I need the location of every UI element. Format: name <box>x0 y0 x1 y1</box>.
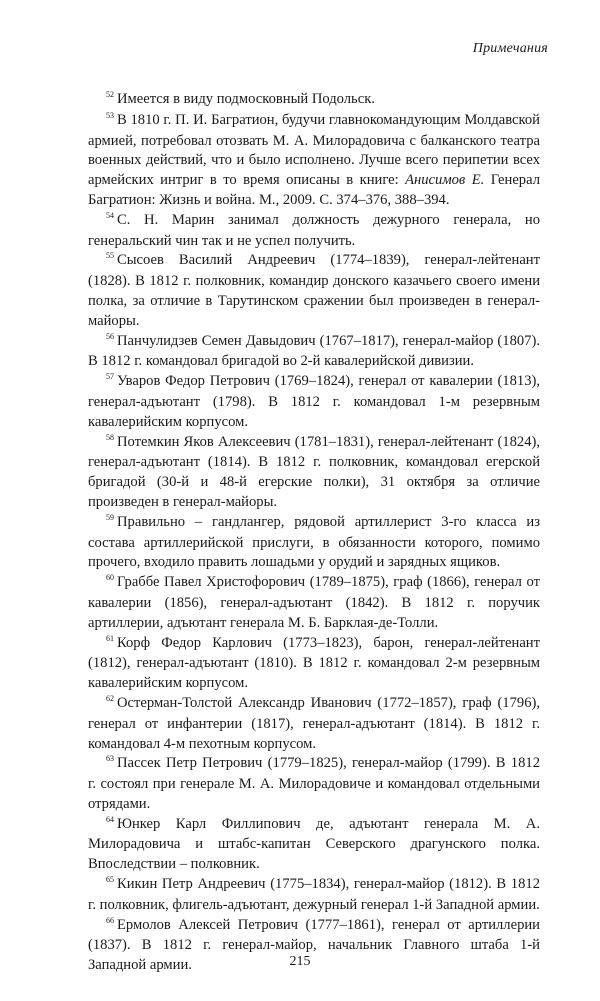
note-number: 53 <box>106 110 114 120</box>
note-number: 56 <box>106 331 114 341</box>
endnote <box>88 90 540 111</box>
endnote <box>88 372 540 432</box>
note-number: 63 <box>106 754 114 764</box>
note-text: Потемкин Яков Алексеевич (1781–1831), генерал-лейтенант (1824), генерал-адъютант (1814). В 1812 г. полковник, командовал егерской бригадой (30-й и 48-й егерские полки), 31 октября за отличие произведен в генерал-майоры. <box>88 433 540 510</box>
endnote <box>88 111 540 211</box>
note-text: С. Н. Марин занимал должность дежурного генерала, но генеральский чин так и не успел получить. <box>88 211 540 249</box>
note-text: Остерман-Толстой Александр Иванович (1772–1857), граф (1796), генерал от инфантерии (1817), генерал-адъютант (1814). В 1812 г. командовал 4-м пехотным корпусом. <box>88 694 540 752</box>
note-number: 62 <box>106 693 114 703</box>
endnote <box>88 634 540 694</box>
endnotes-list <box>88 90 540 976</box>
note-text: Ермолов Алексей Петрович (1777–1861), генерал от артиллерии (1837). В 1812 г. генерал-майор, начальник Главного штаба 1-й Западной армии. <box>88 916 540 974</box>
note-number: 65 <box>106 875 114 885</box>
note-text: Граббе Павел Христофорович (1789–1875), граф (1866), генерал от кавалерии (1856), генерал-адъютант (1842). В 1812 г. поручик артиллерии, адъютант генерала М. Б. Барклая-де-Толли. <box>88 574 540 631</box>
endnote <box>88 754 540 814</box>
note-number: 52 <box>106 90 114 99</box>
note-number: 64 <box>106 814 114 824</box>
note-number: 54 <box>106 210 114 220</box>
note-text-continued: Генерал Багратион: Жизнь и война. М., 2009. С. 374–376, 388–394. <box>88 172 540 208</box>
note-number: 58 <box>106 432 114 442</box>
note-text: Кикин Петр Андреевич (1775–1834), генерал-майор (1812). В 1812 г. полковник, флигель-адъютант, дежурный генерал 1-й Западной армии. <box>88 876 540 913</box>
note-text: Имеется в виду подмосковный Подольск. <box>117 91 375 107</box>
note-number: 55 <box>106 251 114 261</box>
note-text: Юнкер Карл Филлипович де, адъютант генерала М. А. Милорадовича и штабс-капитан Северского драгунского полка. Впоследствии – полковник. <box>88 815 540 873</box>
endnote <box>88 875 540 916</box>
running-header: Примечания <box>472 41 548 56</box>
note-number: 60 <box>106 573 114 583</box>
note-number: 61 <box>106 633 114 643</box>
note-text: Правильно – гандлангер, рядовой артиллерист 3-го класса из состава артиллерийской прислуги, в обязанности которого, помимо прочего, входило править лошадьми у орудий и зарядных ящиков. <box>88 513 540 571</box>
note-number: 59 <box>106 512 114 522</box>
endnote <box>88 573 540 633</box>
endnote <box>88 251 540 331</box>
note-text: Пассек Петр Петрович (1779–1825), генерал-майор (1799). В 1812 г. состоял при генерале М. А. Милорадовиче и командовал отдельными отрядами. <box>88 755 540 812</box>
endnote <box>88 815 540 875</box>
endnote <box>88 513 540 573</box>
endnote <box>88 433 540 513</box>
note-text: Уваров Федор Петрович (1769–1824), генерал от кавалерии (1813), генерал-адъютант (1798). В 1812 г. командовал 1-м резервным кавалерийским корпусом. <box>88 373 540 430</box>
note-text: Панчулидзев Семен Давыдович (1767–1817), генерал-майор (1807). В 1812 г. командовал бригадой во 2-й кавалерийской дивизии. <box>88 332 540 370</box>
endnote <box>88 332 540 373</box>
note-number: 66 <box>106 915 114 925</box>
endnote <box>88 694 540 754</box>
note-author-italic: Анисимов Е. <box>405 172 485 189</box>
note-number: 57 <box>106 372 114 382</box>
endnote <box>88 211 540 252</box>
note-text: В 1810 г. П. И. Багратион, будучи главнокомандующим Молдавской армией, потребовал отозвать М. А. Милорадовича с балканского театра военных действий, что и было исполнено. Лучше всего перипетии всех армейских интриг в то время описаны в книге: <box>88 111 540 189</box>
page-number: 215 <box>289 954 311 969</box>
note-text: Корф Федор Карлович (1773–1823), барон, генерал-лейтенант (1812), генерал-адъютант (1810). В 1812 г. командовал 2-м резервным кавалерийским корпусом. <box>88 634 540 692</box>
note-text: Сысоев Василий Андреевич (1774–1839), генерал-лейтенант (1828). В 1812 г. полковник, командир донского казачьего своего имени полка, за отличие в Тарутинском сражении был произведен в генерал-майоры. <box>88 252 540 329</box>
